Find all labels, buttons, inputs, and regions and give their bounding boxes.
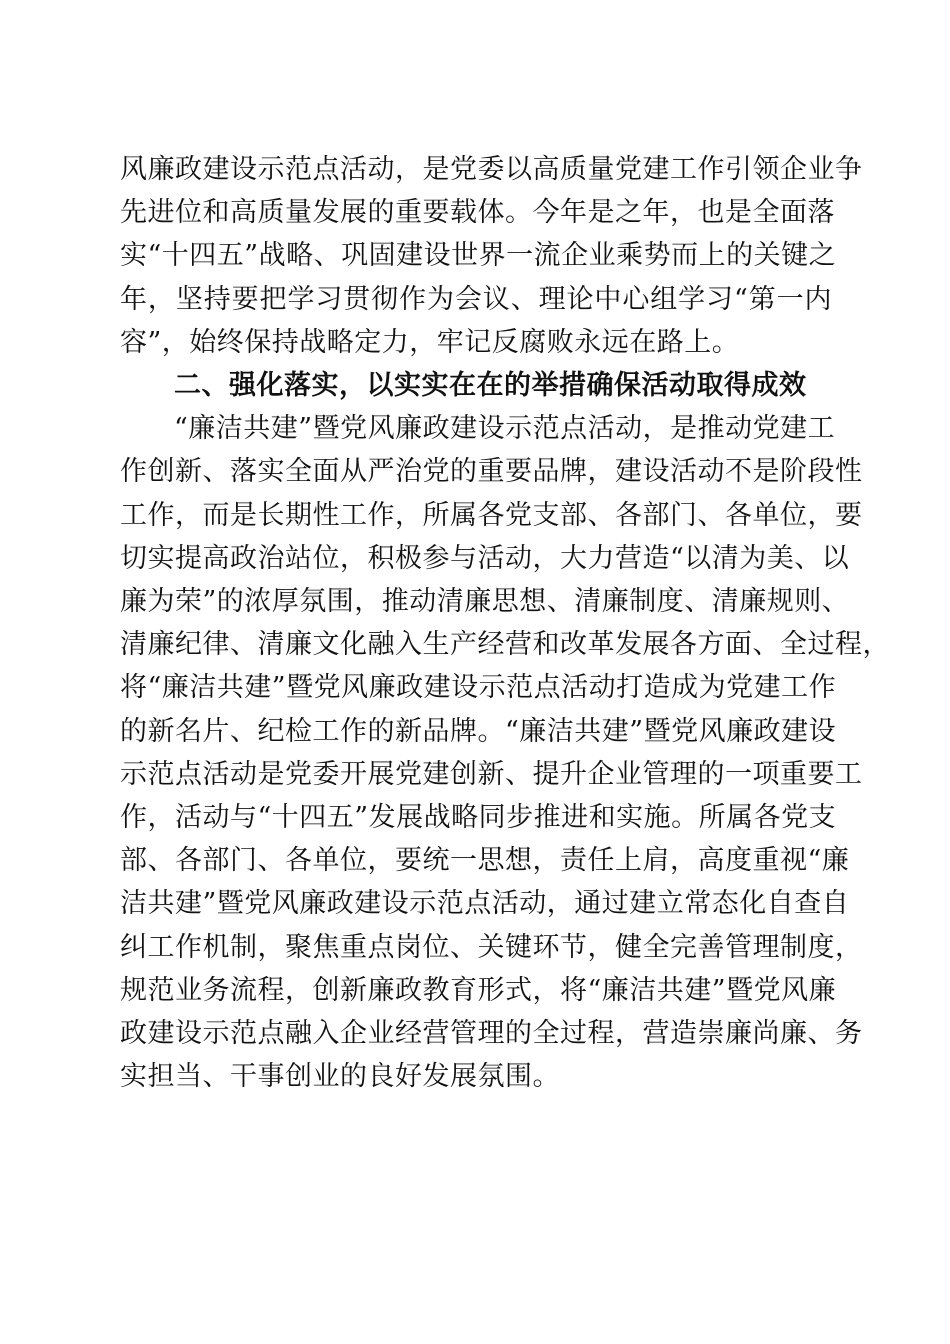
paragraph-line: 作，活动与“十四五”发展战略同步推进和实施。所属各党支 xyxy=(120,802,837,833)
paragraph-line: 容”，始终保持战略定力，牢记反腐败永远在路上。 xyxy=(120,327,740,358)
paragraph-line: 规范业务流程，创新廉政教育形式，将“廉洁共建”暨党风廉 xyxy=(120,975,837,1006)
paragraph-line: 廉为荣”的浓厚氛围，推动清廉思想、清廉制度、清廉规则、 xyxy=(120,586,850,617)
paragraph-line: 切实提高政治站位，积极参与活动，大力营造“以清为美、以 xyxy=(120,543,850,574)
paragraph-line: 年，坚持要把学习贯彻作为会议、理论中心组学习“第一内 xyxy=(120,284,832,315)
paragraph-line: 示范点活动是党委开展党建创新、提升企业管理的一项重要工 xyxy=(120,759,863,790)
paragraph-line: 部、各部门、各单位，要统一思想，责任上肩，高度重视“廉 xyxy=(120,845,850,876)
paragraph-line: 实“十四五”战略、巩固建设世界一流企业乘势而上的关键之 xyxy=(120,240,837,271)
section-heading: 二、强化落实，以实实在在的举措确保活动取得成效 xyxy=(174,370,807,401)
paragraph-line: “廉洁共建”暨党风廉政建设示范点活动，是推动党建工 xyxy=(174,413,836,444)
paragraph-line: 作创新、落实全面从严治党的重要品牌，建设活动不是阶段性 xyxy=(120,456,863,487)
paragraph-line: 的新名片、纪检工作的新品牌。“廉洁共建”暨党风廉政建设 xyxy=(120,716,837,747)
paragraph-line: 洁共建”暨党风廉政建设示范点活动，通过建立常态化自查自 xyxy=(120,888,850,919)
paragraph-line: 将“廉洁共建”暨党风廉政建设示范点活动打造成为党建工作 xyxy=(120,672,837,703)
paragraph-line: 纠工作机制，聚焦重点岗位、关键环节，健全完善管理制度， xyxy=(120,932,863,963)
paragraph-line: 工作，而是长期性工作，所属各党支部、各部门、各单位，要 xyxy=(120,500,863,531)
paragraph-line: 清廉纪律、清廉文化融入生产经营和改革发展各方面、全过程， xyxy=(120,629,890,660)
paragraph-line: 政建设示范点融入企业经营管理的全过程，营造崇廉尚廉、务 xyxy=(120,1018,863,1049)
paragraph-line: 风廉政建设示范点活动，是党委以高质量党建工作引领企业争 xyxy=(120,154,863,185)
paragraph-line: 实担当、干事创业的良好发展氛围。 xyxy=(120,1061,560,1092)
paragraph-line: 先进位和高质量发展的重要载体。今年是之年，也是全面落 xyxy=(120,197,835,228)
